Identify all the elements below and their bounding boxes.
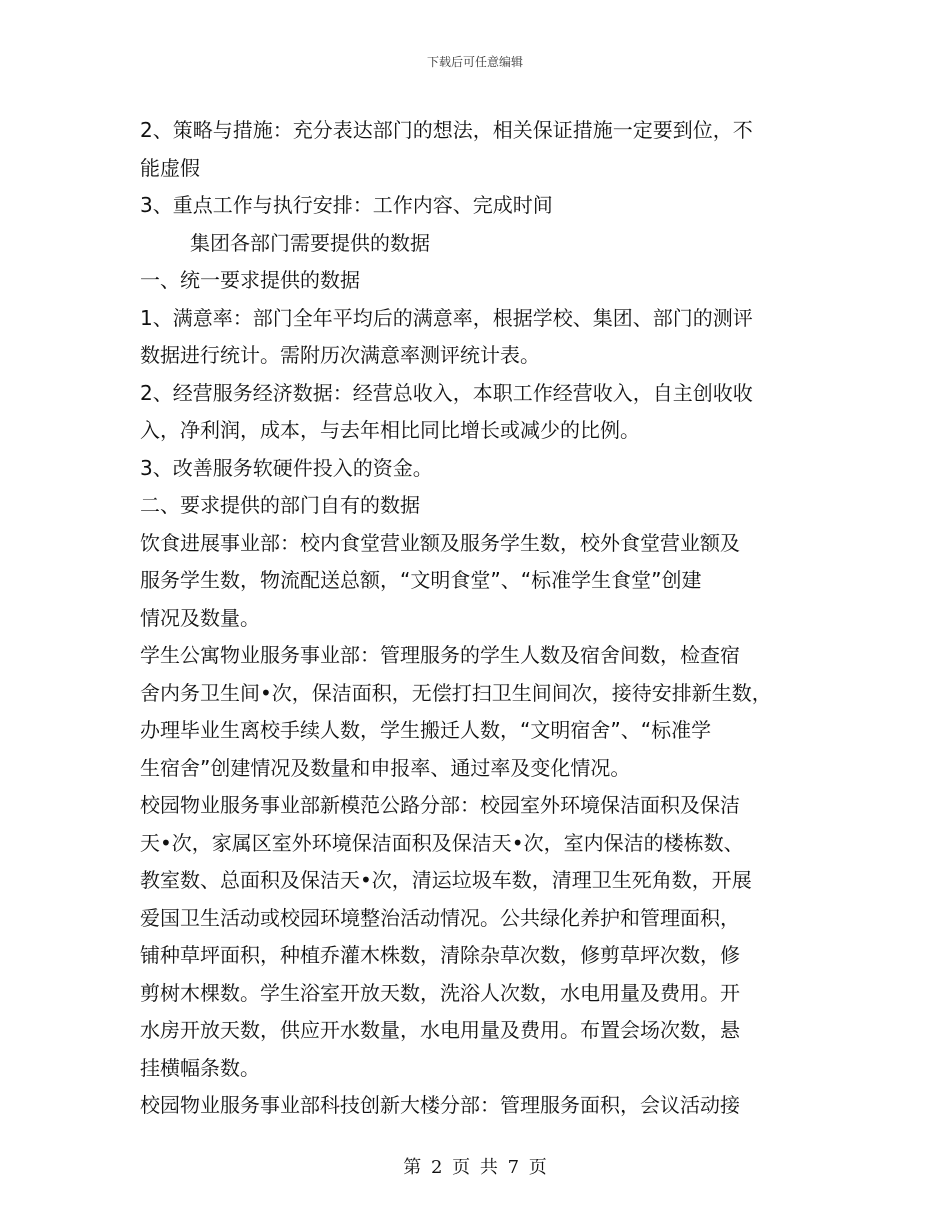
text-line: 能虚假 (140, 155, 200, 180)
text-line: 挂横幅条数。 (140, 1055, 260, 1080)
text-line: 1、满意率：部门全年平均后的满意率，根据学校、集团、部门的测评 (140, 305, 753, 330)
text-line: 2、经营服务经济数据：经营总收入，本职工作经营收入，自主创收收 (140, 380, 753, 405)
text-line: 生宿舍”创建情况及数量和申报率、通过率及变化情况。 (140, 755, 631, 780)
text-line: 二、要求提供的部门自有的数据 (140, 493, 420, 517)
page-header: 下载后可任意编辑 (426, 55, 523, 69)
text-line: 校园物业服务事业部新模范公路分部：校园室外环境保洁面积及保洁 (140, 793, 740, 817)
text-line: 2、策略与措施：充分表达部门的想法，相关保证措施一定要到位，不 (140, 118, 753, 142)
page-number-footer: 第 2 页 共 7 页 (403, 1157, 547, 1178)
section-heading: 集团各部门需要提供的数据 (190, 230, 430, 255)
text-line: 铺种草坪面积，种植乔灌木株数，清除杂草次数，修剪草坪次数，修 (140, 943, 740, 967)
text-line: 3、重点工作与执行安排：工作内容、完成时间 (140, 193, 553, 217)
text-line: 饮食进展事业部：校内食堂营业额及服务学生数，校外食堂营业额及 (140, 530, 740, 555)
text-line: 情况及数量。 (140, 605, 260, 630)
text-line: 一、统一要求提供的数据 (140, 268, 360, 292)
text-line: 服务学生数，物流配送总额，“文明食堂”、“标准学生食堂”创建 (140, 568, 702, 592)
document-body (140, 112, 812, 1125)
text-line: 教室数、总面积及保洁天•次，清运垃圾车数，清理卫生死角数，开展 (140, 868, 752, 892)
text-line: 舍内务卫生间•次，保洁面积，无偿打扫卫生间间次，接待安排新生数， (140, 680, 772, 705)
text-line: 爱国卫生活动或校园环境整治活动情况。公共绿化养护和管理面积， (140, 905, 740, 930)
text-line: 剪树木棵数。学生浴室开放天数，洗浴人次数，水电用量及费用。开 (140, 980, 740, 1005)
text-line: 水房开放天数，供应开水数量，水电用量及费用。布置会场次数，悬 (140, 1018, 740, 1042)
text-line: 办理毕业生离校手续人数，学生搬迁人数，“文明宿舍”、“标准学 (140, 718, 712, 742)
text-line: 3、改善服务软硬件投入的资金。 (140, 455, 433, 480)
text-line: 校园物业服务事业部科技创新大楼分部：管理服务面积，会议活动接 (140, 1093, 740, 1117)
text-line: 天•次，家属区室外环境保洁面积及保洁天•次，室内保洁的楼栋数、 (140, 830, 744, 855)
text-line: 学生公寓物业服务事业部：管理服务的学生人数及宿舍间数，检查宿 (140, 643, 740, 667)
text-line: 入，净利润，成本，与去年相比同比增长或减少的比例。 (140, 418, 640, 442)
text-line: 数据进行统计。需附历次满意率测评统计表。 (140, 343, 540, 367)
